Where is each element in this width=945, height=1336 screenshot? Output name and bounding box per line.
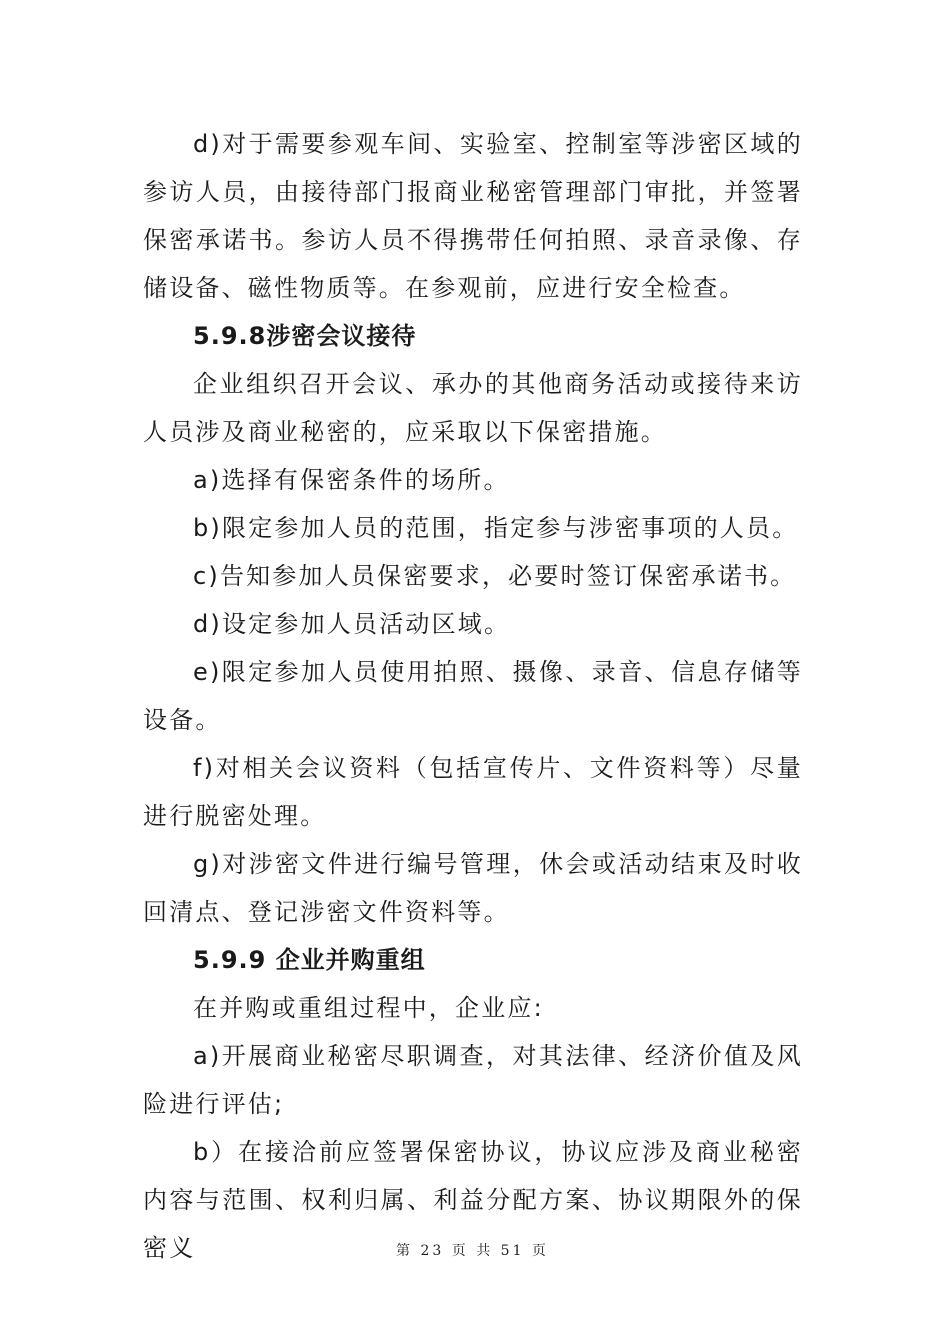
paragraph-visitor-inspection: d)对于需要参观车间、实验室、控制室等涉密区域的参访人员，由接待部门报商业秘密管理部门审批，并签署保密承诺书。参访人员不得携带任何拍照、录音录像、存储设备、磁性物质等。在参观前，应进行安全检查。: [143, 130, 803, 302]
list-item-b: b)限定参加人员的范围，指定参与涉密事项的人员。: [193, 514, 799, 542]
page-content: [143, 120, 803, 1272]
paragraph-meeting-intro: 企业组织召开会议、承办的其他商务活动或接待来访人员涉及商业秘密的，应采取以下保密措施。: [143, 370, 803, 446]
merger-item-a: a)开展商业秘密尽职调查，对其法律、经济价值及风险进行评估;: [143, 1042, 803, 1118]
paragraph-merger-intro: 在并购或重组过程中，企业应:: [193, 994, 544, 1022]
list-item-f: f)对相关会议资料（包括宣传片、文件资料等）尽量进行脱密处理。: [143, 754, 803, 830]
section-heading-5-9-9: 5.9.9 企业并购重组: [193, 946, 426, 974]
page-number-footer: 第 23 页 共 51 页: [396, 1243, 549, 1259]
list-item-a: a)选择有保密条件的场所。: [193, 466, 510, 494]
list-item-e: e)限定参加人员使用拍照、摄像、录音、信息存储等设备。: [143, 658, 803, 734]
merger-item-b: b）在接洽前应签署保密协议，协议应涉及商业秘密内容与范围、权利归属、利益分配方案、协议期限外的保密义: [143, 1138, 803, 1262]
list-item-d: d)设定参加人员活动区域。: [193, 610, 511, 638]
list-item-c: c)告知参加人员保密要求，必要时签订保密承诺书。: [193, 562, 797, 590]
list-item-g: g)对涉密文件进行编号管理，休会或活动结束及时收回清点、登记涉密文件资料等。: [143, 850, 803, 926]
section-heading-5-9-8: 5.9.8涉密会议接待: [193, 322, 417, 350]
